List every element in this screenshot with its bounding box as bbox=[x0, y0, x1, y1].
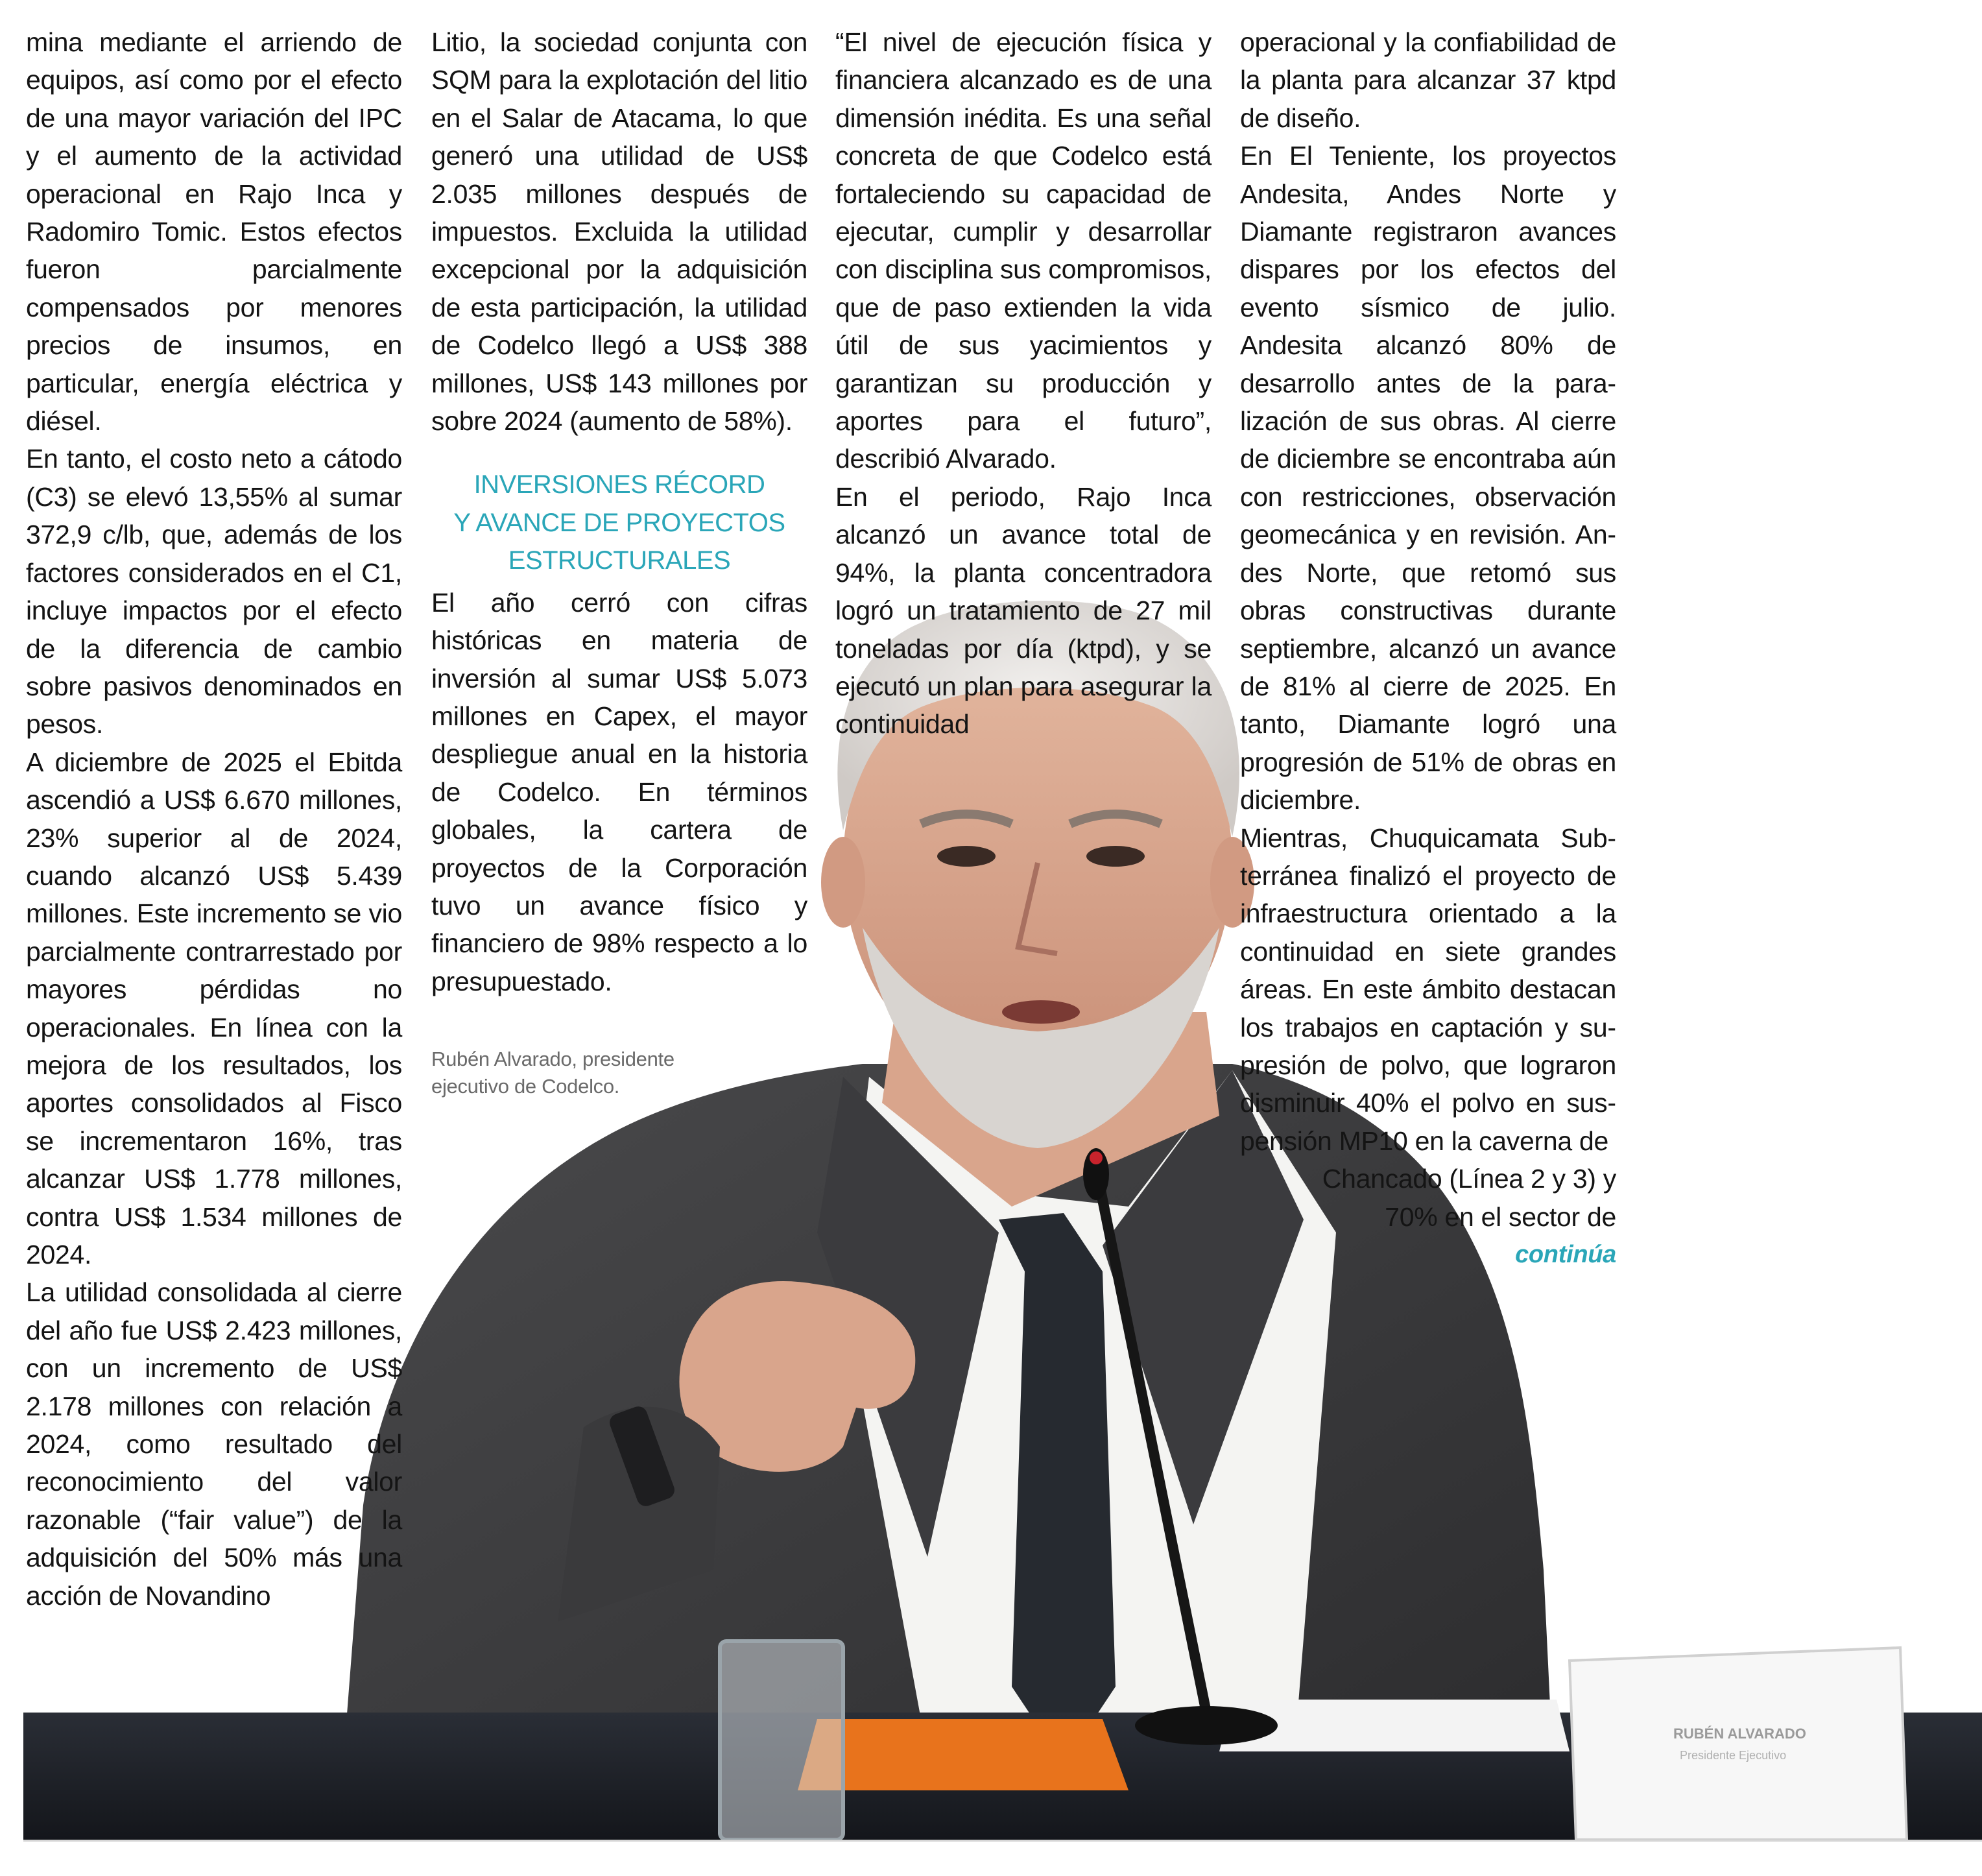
paragraph: El año cerró con cifras históricas en materia de inversión al sumar US$ 5.073 millones en Capex, el mayor despliegue anual en la historia de Codelco. En términos globales, la cartera de proyectos de la Corporación tuvo un avance físico y financiero de 98% respecto a lo presupuestado. bbox=[431, 587, 807, 996]
paragraph: Mientras, Chuquicamata Subterránea finalizó el proyecto de infraestructura orientado a la continuidad en siete grandes áreas. En este ámbito destacan los trabajos en captación y supresión de polvo, que lograron disminuir 40% el polvo en suspensión MP10 en la caverna de bbox=[1240, 823, 1616, 1156]
paragraph: En tanto, el costo neto a cátodo (C3) se elevó 13,55% al sumar 372,9 c/lb, que, además de los factores considerados en el C1, incluye impactos por el efecto de la diferencia de cambio sobre pasivos denominados en pesos. bbox=[26, 444, 402, 740]
section-heading-line: ESTRUCTURALES bbox=[508, 546, 731, 575]
tail-line: Chancado (Línea 2 y 3) y bbox=[1322, 1164, 1616, 1194]
column-tail bbox=[1240, 1160, 1616, 1236]
paragraph: mina mediante el arriendo de equipos, así como por el efecto de una mayor variación del IPC y el aumento de la actividad operacional en Rajo Inca y Radomiro Tomic. Estos efectos fueron parcialmente compensados por menores precios de insumos, en particular, energía eléctrica y diésel. bbox=[26, 27, 402, 437]
paragraph: Litio, la sociedad conjunta con SQM para la explotación del litio en el Salar de Atacama, lo que generó una utilidad de US$ 2.035 millones después de impuestos. Excluida la utilidad excepcional por la adquisición de esta participación, la utilidad de Codelco llegó a US$ 388 millones, US$ 143 millones por sobre 2024 (aumento de 58%). bbox=[431, 27, 807, 437]
text-column-4 bbox=[1240, 23, 1616, 1273]
section-heading-line: Y AVANCE DE PROYECTOS bbox=[453, 508, 785, 537]
nameplate bbox=[1570, 1648, 1907, 1840]
paragraph: En el periodo, Rajo Inca alcanzó un avance total de 94%, la planta concentradora logró un tratamiento de 27 mil toneladas por día (ktpd), y se ejecutó un plan para asegurar la continuidad bbox=[835, 481, 1212, 740]
paragraph: operacional y la confiabilidad de la planta para alcanzar 37 ktpd de diseño. bbox=[1240, 27, 1616, 133]
caption-line: Rubén Alvarado, presidente bbox=[431, 1048, 675, 1071]
nameplate-role: Presidente Ejecutivo bbox=[1680, 1749, 1787, 1762]
caption-line: ejecutivo de Codelco. bbox=[431, 1075, 620, 1098]
paragraph: A diciembre de 2025 el Ebitda ascendió a US$ 6.670 millones, 23% superior al de 2024, cuando alcanzó US$ 5.439 millones. Este incremento se vio parcialmente contrarrestado por mayores pérdidas no operacionales. En línea con la mejora de los resultados, los aportes consolidados al Fisco se incrementaron 16%, tras alcanzar US$ 1.778 millones, contra US$ 1.534 millones de 2024. bbox=[26, 747, 402, 1269]
text-column-2 bbox=[431, 23, 807, 1100]
tail-line: 70% en el sector de bbox=[1385, 1201, 1616, 1232]
bottom-rule bbox=[23, 1840, 1982, 1842]
section-heading bbox=[431, 466, 807, 579]
water-glass bbox=[720, 1641, 843, 1840]
paragraph: En El Teniente, los proyectos Andesita, Andes Norte y Diamante registraron avances dispares por los efectos del evento sísmico de julio. Andesita alcanzó 80% de desarrollo antes de la paralización de sus obras. Al cierre de diciembre se encontraba aún con restricciones, observación geomecánica y en revisión. Andes Norte, que retomó sus obras constructivas durante septiembre, alcanzó un avance de 81% al cierre de 2025. En tanto, Diamante logró una progresión de 51% de obras en diciembre. bbox=[1240, 141, 1616, 815]
paragraph: “El nivel de ejecución física y financiera alcanzado es de una dimensión inédita. Es una señal concreta de que Codelco está fortaleciendo su capacidad de ejecutar, cumplir y desarrollar con disciplina sus compromisos, que de paso extienden la vida útil de sus yacimientos y garantizan su producción y aportes para el futuro”, describió Alvarado. bbox=[835, 27, 1212, 474]
section-heading-line: INVERSIONES RÉCORD bbox=[473, 470, 765, 499]
nameplate-name: RUBÉN ALVARADO bbox=[1673, 1726, 1806, 1742]
text-column-1 bbox=[26, 23, 402, 1615]
paragraph: La utilidad consolidada al cierre del año fue US$ 2.423 millones, con un incremento de US$ 2.178 millones con relación a 2024, como resultado del reconocimiento del valor razonable (“fair value”) de la adquisición del 50% más una acción de Novandino bbox=[26, 1277, 402, 1611]
text-column-3 bbox=[835, 23, 1212, 743]
photo-caption bbox=[431, 1046, 710, 1100]
continua-link[interactable]: continúa bbox=[1515, 1241, 1616, 1268]
